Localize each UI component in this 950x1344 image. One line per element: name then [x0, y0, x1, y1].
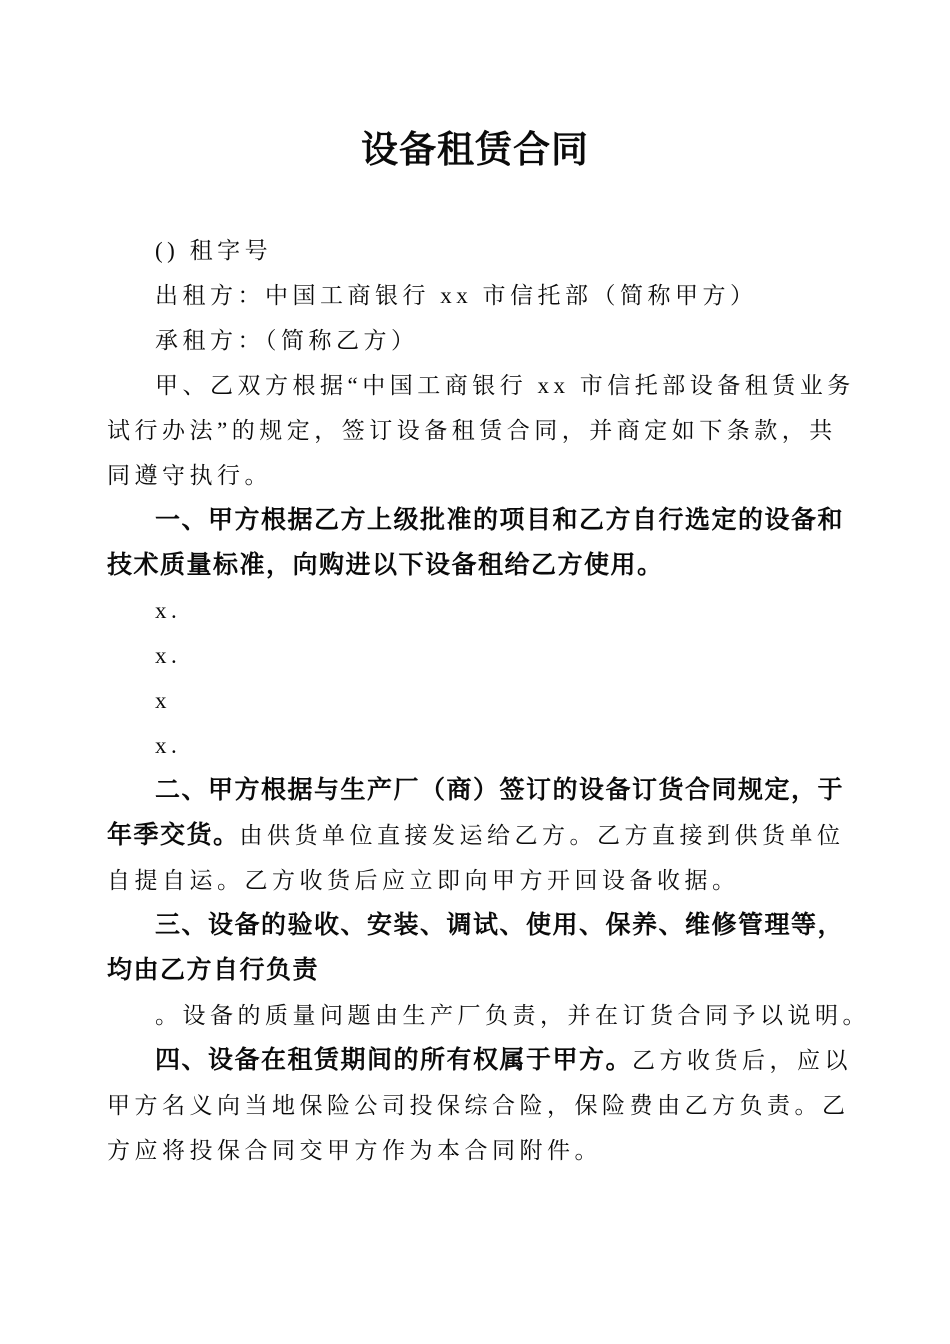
document-line	[107, 543, 847, 588]
text-segment: 一、甲方根据乙方上级批准的项目和乙方自行选定的设备和	[155, 506, 845, 534]
document-line	[107, 408, 847, 453]
document-line	[107, 588, 847, 633]
document-line	[107, 228, 847, 273]
text-segment: 由供货单位直接发运给乙方。乙方直接到供货单位	[239, 823, 845, 848]
document-line	[107, 318, 847, 363]
text-segment: 四、设备在租赁期间的所有权属于甲方。	[155, 1046, 633, 1074]
document-line	[107, 498, 847, 543]
document-line	[107, 993, 870, 1038]
document-line	[107, 858, 847, 903]
text-segment: 均由乙方自行负责	[107, 956, 320, 984]
text-segment: x	[155, 688, 171, 713]
text-segment: 甲、乙双方根据“中国工商银行 xx 市信托部设备租赁业务	[155, 373, 855, 398]
document-line	[107, 633, 847, 678]
text-segment: 二、甲方根据与生产厂（商）签订的设备订货合同规定，于	[155, 776, 845, 804]
text-segment: 乙方收货后，应以	[632, 1048, 853, 1073]
text-segment: 。设备的质量问题由生产厂负责，并在订货合同予以说明。	[155, 1003, 870, 1028]
document-line	[107, 678, 847, 723]
text-segment: 甲方名义向当地保险公司投保综合险，保险费由乙方负责。乙	[107, 1093, 850, 1118]
document-body	[107, 228, 870, 1173]
text-segment: 承租方：（简称乙方）	[155, 328, 419, 353]
document-line	[107, 948, 847, 993]
text-segment: x.	[155, 733, 182, 758]
text-segment: 三、设备的验收、安装、调试、使用、保养、维修管理等，	[155, 911, 845, 939]
text-segment: 试行办法”的规定，签订设备租赁合同，并商定如下条款，共	[107, 418, 837, 443]
document-title: 设备租赁合同	[361, 130, 589, 171]
text-segment: 出租方：中国工商银行 xx 市信托部（简称甲方）	[155, 283, 758, 308]
text-segment: x.	[155, 598, 182, 623]
text-segment: 技术质量标准，向购进以下设备租给乙方使用。	[107, 551, 664, 579]
document-line	[107, 273, 847, 318]
document-line	[107, 1083, 850, 1128]
document-line	[107, 723, 847, 768]
text-segment: 自提自运。乙方收货后应立即向甲方开回设备收据。	[107, 868, 740, 893]
document-line	[107, 768, 847, 813]
text-segment: 方应将投保合同交甲方作为本合同附件。	[107, 1138, 602, 1163]
text-segment: () 租字号	[155, 238, 273, 263]
document-line	[107, 1038, 853, 1083]
document-line	[107, 1128, 847, 1173]
document-line	[107, 903, 847, 948]
text-segment: 年季交货。	[107, 821, 240, 849]
document-line	[107, 363, 855, 408]
document-line	[107, 453, 847, 498]
document-line	[107, 813, 847, 858]
text-segment: 同遵守执行。	[107, 463, 272, 488]
text-segment: x.	[155, 643, 182, 668]
